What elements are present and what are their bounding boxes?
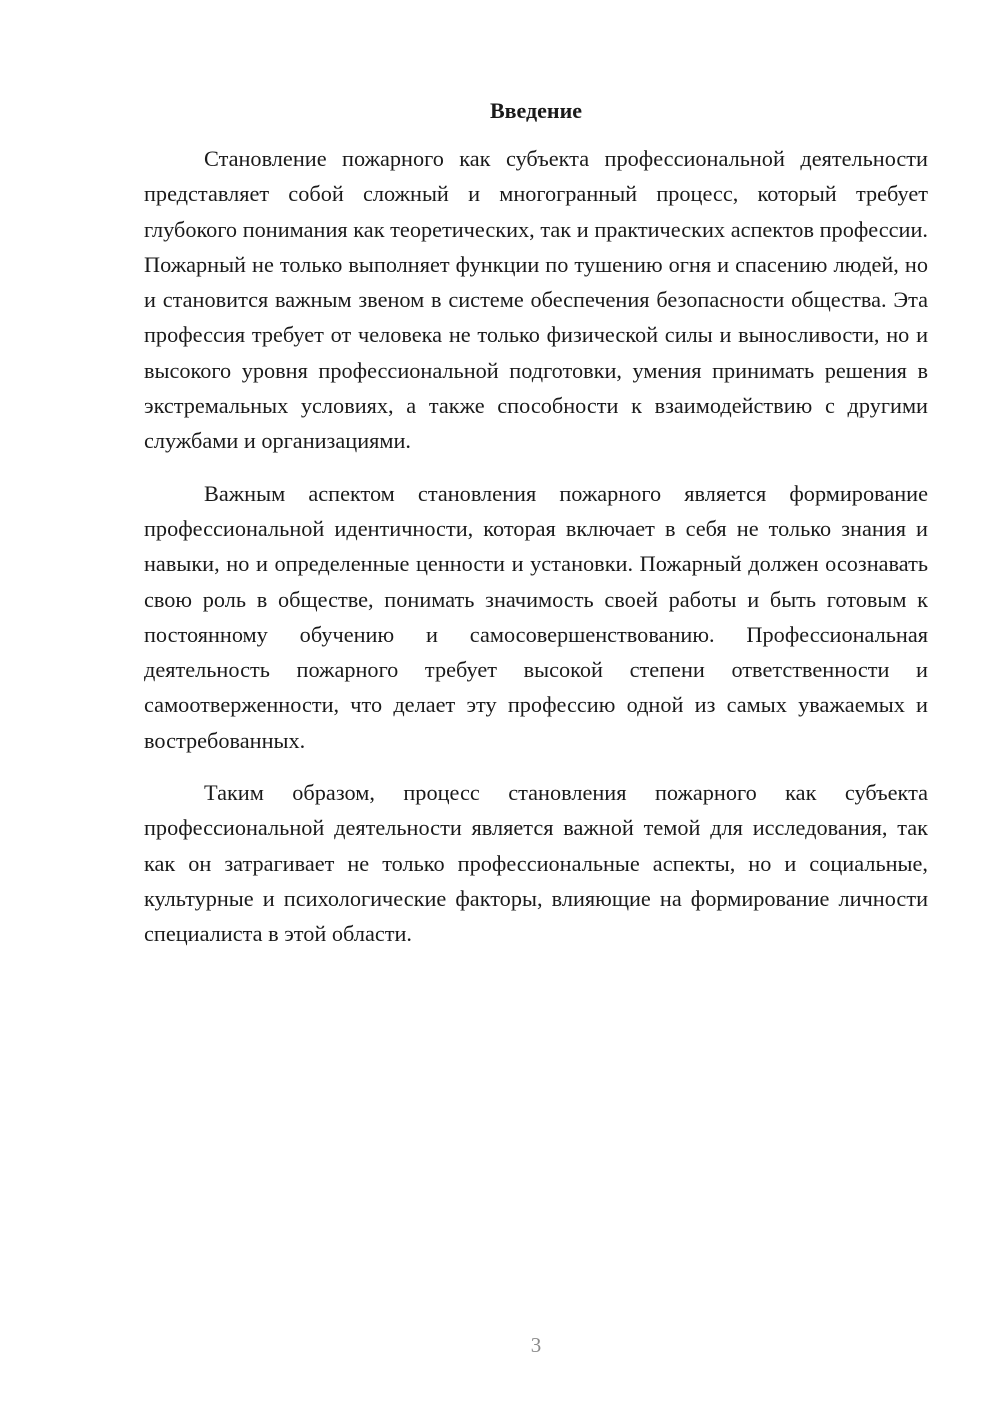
body-text xyxy=(144,141,928,969)
section-title: Введение xyxy=(489,98,583,123)
paragraph-3: Таким образом, процесс становления пожарного как субъекта профессиональной деятельности является важной темой для исследования, так как он затрагивает не только профессиональные аспекты, но и социальные, культурные и психологические факторы, влияющие на формирование личности специалиста в этой области. xyxy=(144,780,928,947)
paragraph-2: Важным аспектом становления пожарного является формирование профессиональной идентичности, которая включает в себя не только знания и навыки, но и определенные ценности и установки. Пожарный должен осознавать свою роль в обществе, понимать значимость своей работы и быть готовым к постоянному обучению и самосовершенствованию. Профессиональная деятельность пожарного требует высокой степени ответственности и самоотверженности, что делает эту профессию одной из самых уважаемых и востребованных. xyxy=(144,480,928,753)
page-number: 3 xyxy=(530,1333,542,1357)
paragraph-1: Становление пожарного как субъекта профессиональной деятельности представляет собой сложный и многогранный процесс, который требует глубокого понимания как теоретических, так и практических аспектов профессии. Пожарный не только выполняет функции по тушению огня и спасению людей, но и становится важным звеном в системе обеспечения безопасности общества. Эта профессия требует от человека не только физической силы и выносливости, но и высокого уровня профессиональной подготовки, умения принимать решения в экстремальных условиях, а также способности к взаимодействию с другими службами и организациями. xyxy=(144,146,928,454)
